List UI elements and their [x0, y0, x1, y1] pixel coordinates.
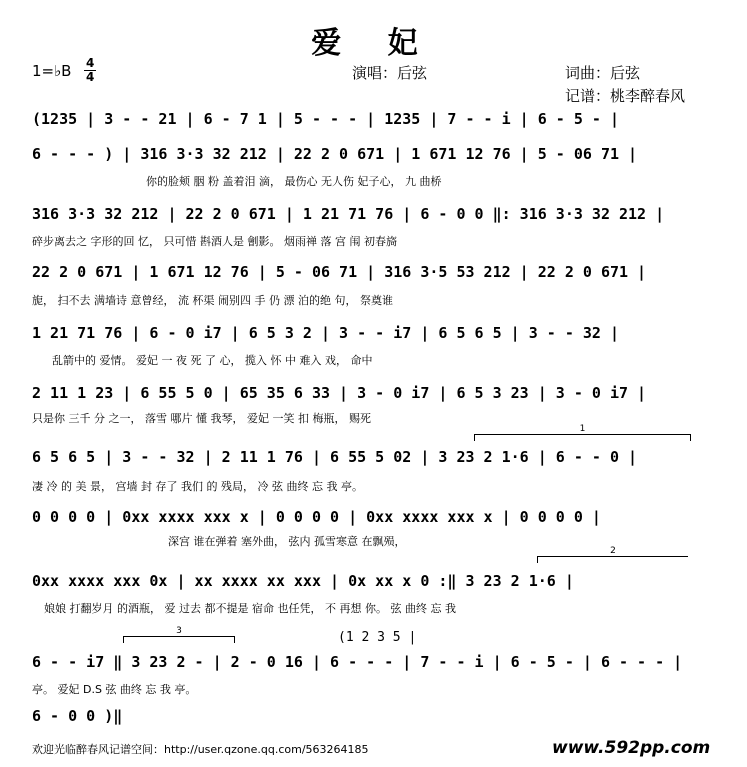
lyric-line-5: 乱箭中的 爱情。 爱妃 一 夜 死 了 心， 揽入 怀 中 难入 戏， 命中: [52, 354, 373, 367]
score-line-7: 6 5 6 5 | 3 - - 32 | 2 11 1 76 | 6 55 5 02 | 3 23 2 1·6 | 6 - - 0 |: [32, 448, 638, 466]
score-line-10: 6 - - i7 ‖ 3 23 2 - | 2 - 0 16 | 6 - - - | 7 - - i | 6 - 5 - | 6 - - - |: [32, 653, 683, 671]
lyric-line-10: 亭。 爱妃 D.S 弦 曲终 忘 我 亭。: [32, 683, 197, 696]
volta-label-1: 1: [579, 424, 586, 434]
volta-bracket-2: [537, 546, 688, 563]
lyric-line-4: 旎， 扫不去 满墙诗 意曾经， 流 杯渠 闹别四 手 仍 漂 泊的绝 句， 祭奠谁: [32, 294, 393, 307]
lyric-line-3: 碎步离去之 字形的回 忆， 只可惜 斟酒人是 劊影。 烟雨禅 落 宫 闱 初春旖: [32, 235, 397, 248]
volta-label-2: 2: [610, 546, 616, 556]
key-signature: 1=♭B: [32, 62, 72, 80]
transcriber-credit: 记谱：桃李醉春风: [565, 87, 686, 105]
time-signature-bottom: 4: [86, 70, 95, 84]
score-line-3: 316 3·3 32 212 | 22 2 0 671 | 1 21 71 76 | 6 - 0 0 ‖: 316 3·3 32 212 |: [32, 205, 665, 223]
score-line-8: 0 0 0 0 | 0xx xxxx xxx x | 0 0 0 0 | 0xx xxxx xxx x | 0 0 0 0 |: [32, 508, 601, 526]
score-line-9: 0xx xxxx xxx 0x | xx xxxx xx xxx | 0x xx x 0 :‖ 3 23 2 1·6 |: [32, 572, 574, 590]
coda-intro-echo: (1 2 3 5 |: [338, 630, 417, 645]
score-line-5: 1 21 71 76 | 6 - 0 i7 | 6 5 3 2 | 3 - - i7 | 6 5 6 5 | 3 - - 32 |: [32, 324, 619, 342]
score-line-6: 2 11 1 23 | 6 55 5 0 | 65 35 6 33 | 3 - 0 i7 | 6 5 3 23 | 3 - 0 i7 |: [32, 384, 647, 402]
footer-visit-text: 欢迎光临醉春风记谱空间：http://user.qzone.qq.com/563264185: [32, 743, 369, 756]
score-line-4: 22 2 0 671 | 1 671 12 76 | 5 - 06 71 | 316 3·5 53 212 | 22 2 0 671 |: [32, 263, 647, 281]
composer-credit: 词曲：后弦: [565, 64, 641, 82]
score-line-11: 6 - 0 0 )‖: [32, 707, 123, 725]
lyric-line-7: 凄 冷 的 美 景， 宫墙 封 存了 我们 的 残局， 冷 弦 曲终 忘 我 亭。: [32, 480, 363, 493]
lyric-line-9: 娘娘 打翻岁月 的酒瓶， 爱 过去 都不提是 宿命 也任凭， 不 再想 你。 弦 曲终 忘 我: [44, 602, 456, 615]
score-line-1: (1235 | 3 - - 21 | 6 - 7 1 | 5 - - - | 1235 | 7 - - i | 6 - 5 - |: [32, 110, 619, 128]
footer-site-logo: www.592pp.com: [552, 738, 711, 758]
volta-bracket-1: [474, 424, 691, 441]
song-title: 爱 妃: [311, 26, 436, 61]
lyric-line-6: 只是你 三千 分 之一， 落雪 哪片 懂 我琴， 爱妃 一笑 扣 梅瓶， 赐死: [32, 412, 371, 425]
time-signature-top: 4: [86, 56, 95, 70]
lyric-line-8: 深宫 谁在弹着 塞外曲， 弦内 孤雪寒意 在飘殒，: [168, 535, 406, 548]
lyric-line-2: 你的脸颊 胭 粉 盖着泪 滴， 最伤心 无人伤 妃子心， 九 曲桥: [146, 175, 442, 188]
volta-bracket-3: [123, 626, 235, 643]
singer-credit: 演唱：后弦: [352, 64, 428, 82]
score-line-2: 6 - - - ) | 316 3·3 32 212 | 22 2 0 671 | 1 671 12 76 | 5 - 06 71 |: [32, 145, 638, 163]
volta-label-3: 3: [176, 626, 182, 636]
